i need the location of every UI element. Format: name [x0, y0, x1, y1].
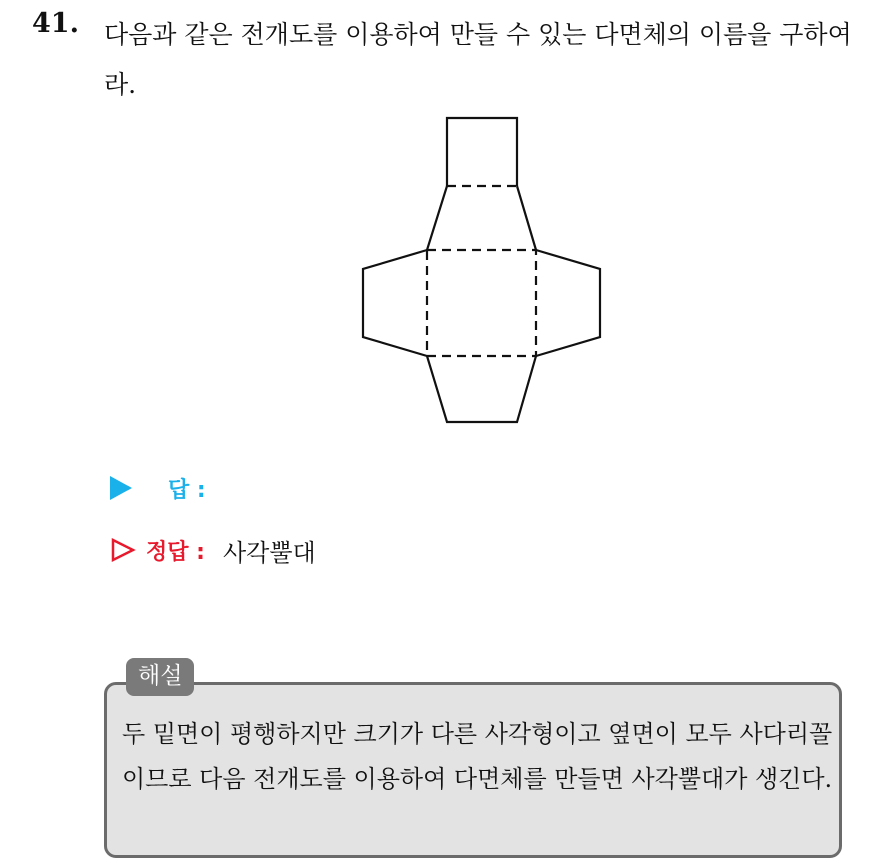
right-trapezoid-face [536, 250, 600, 356]
bottom-trapezoid-face [427, 356, 536, 422]
polyhedron-net-diagram [355, 110, 605, 430]
outline-triangle-icon [110, 537, 136, 563]
explanation-text: 두 밑면이 평행하지만 크기가 다른 사각형이고 옆면이 모두 사다리꼴이므로 다음 전개도를 이용하여 다면체를 만들면 사각뿔대가 생긴다. [122, 720, 833, 793]
play-triangle-icon [110, 476, 132, 500]
question-text: 다음과 같은 전개도를 이용하여 만들 수 있는 다면체의 이름을 구하여라. [104, 20, 852, 99]
correct-answer-label: 정답 : [146, 539, 205, 565]
top-trapezoid-right [517, 186, 536, 250]
top-trapezoid-left [427, 186, 447, 250]
correct-answer-value: 사각뿔대 [222, 538, 316, 567]
correct-answer-row [110, 532, 316, 568]
question-number: 41. [32, 8, 79, 39]
answer-row [110, 470, 206, 506]
left-trapezoid-face [363, 250, 427, 356]
base-square-fold [427, 250, 536, 356]
top-square-face [447, 118, 517, 186]
explanation-tag: 해설 [126, 658, 194, 696]
answer-label: 답 : [168, 477, 206, 503]
